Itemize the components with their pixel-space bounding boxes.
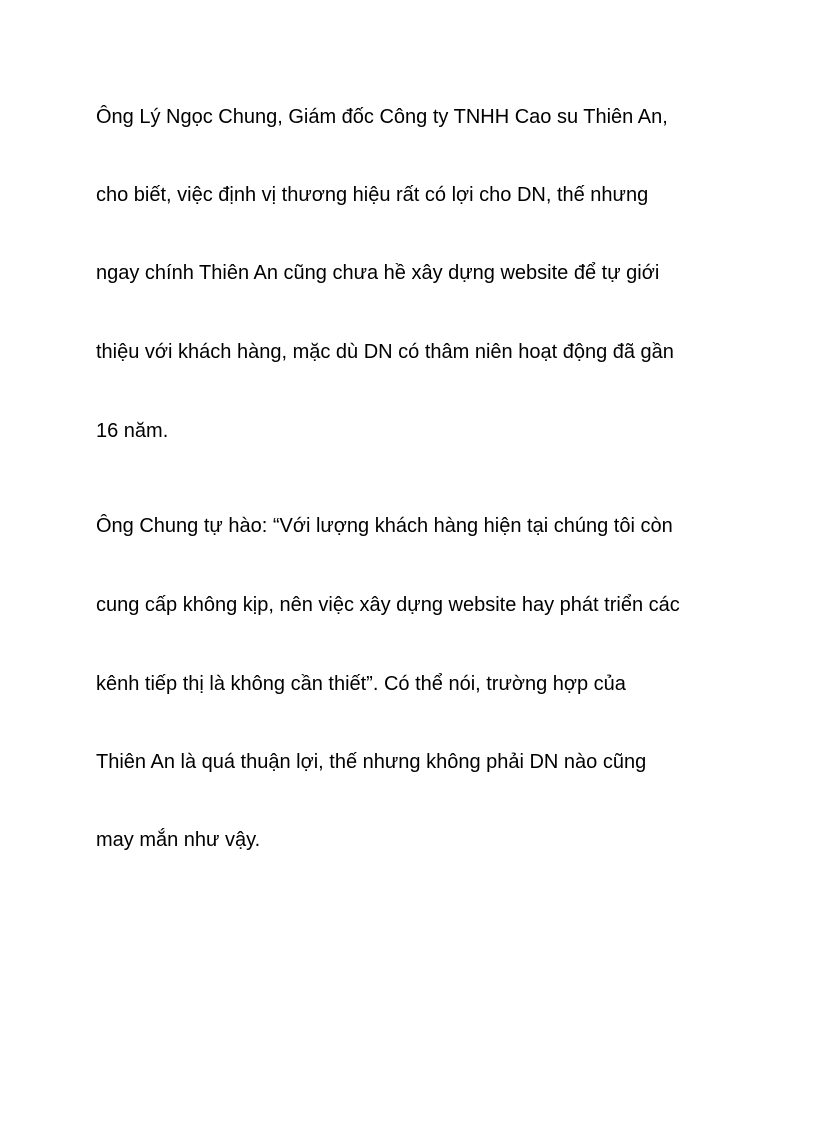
text-line: cung cấp không kịp, nên việc xây dựng website hay phát triển các bbox=[96, 594, 680, 616]
text-line: Thiên An là quá thuận lợi, thế nhưng không phải DN nào cũng bbox=[96, 751, 647, 773]
text-line: may mắn như vậy. bbox=[96, 829, 261, 851]
text-line: kênh tiếp thị là không cần thiết”. Có thể nói, trường hợp của bbox=[96, 673, 626, 695]
text-line: Ông Lý Ngọc Chung, Giám đốc Công ty TNHH Cao su Thiên An, bbox=[96, 106, 668, 128]
text-line: thiệu với khách hàng, mặc dù DN có thâm niên hoạt động đã gần bbox=[96, 341, 674, 363]
text-line: cho biết, việc định vị thương hiệu rất có lợi cho DN, thế nhưng bbox=[96, 184, 649, 206]
text-line: 16 năm. bbox=[96, 420, 169, 442]
text-line: Ông Chung tự hào: “Với lượng khách hàng hiện tại chúng tôi còn bbox=[96, 515, 673, 537]
text-line: ngay chính Thiên An cũng chưa hề xây dựng website để tự giới bbox=[96, 262, 660, 284]
